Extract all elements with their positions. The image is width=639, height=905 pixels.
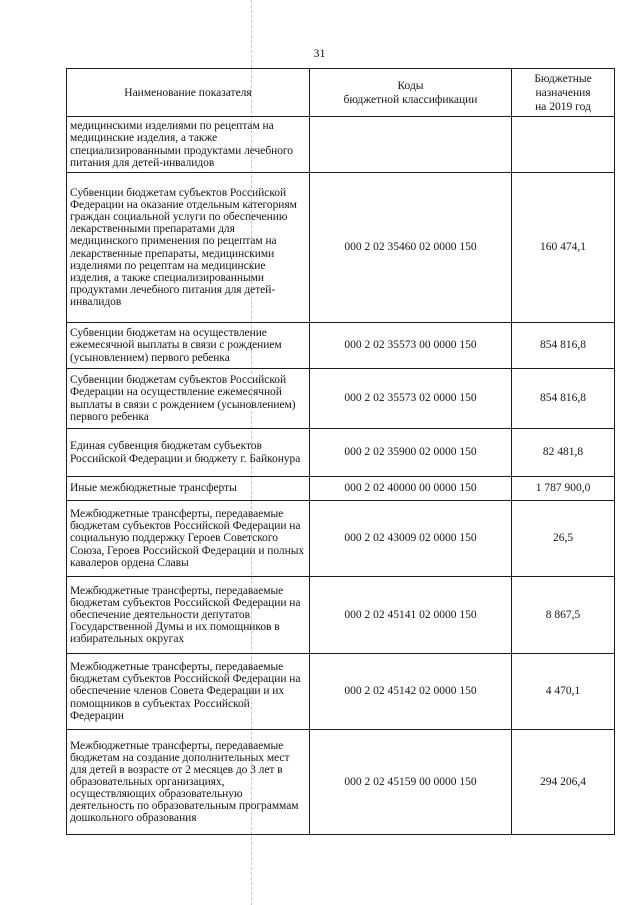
header-amount-line3: на 2019 год <box>535 100 591 113</box>
budget-table <box>66 68 615 835</box>
header-amount-line1: Бюджетные <box>534 72 592 85</box>
row-code: 000 2 02 35573 02 0000 150 <box>310 369 512 429</box>
row-name: Субвенции бюджетам субъектов Российской Федерации на осуществление ежемесячной выплаты в связи с рождением (усыновлением) первого ребенка <box>67 369 310 429</box>
row-amount: 26,5 <box>512 501 615 577</box>
row-name: медицинскими изделиями по рецептам на медицинские изделия, а также специализированными продуктами лечебного питания для детей-инвалидов <box>67 117 310 173</box>
header-codes-line1: Коды <box>397 79 424 92</box>
table-row <box>67 173 615 323</box>
row-code: 000 2 02 35573 00 0000 150 <box>310 323 512 369</box>
row-code: 000 2 02 35460 02 0000 150 <box>310 173 512 323</box>
row-amount: 4 470,1 <box>512 654 615 730</box>
row-amount: 160 474,1 <box>512 173 615 323</box>
table-row <box>67 323 615 369</box>
table-row <box>67 429 615 477</box>
scan-fold-line <box>251 0 252 905</box>
row-code: 000 2 02 40000 00 0000 150 <box>310 477 512 501</box>
row-amount: 82 481,8 <box>512 429 615 477</box>
table-header-row <box>67 69 615 117</box>
row-name: Межбюджетные трансферты, передаваемые бюджетам на создание дополнительных мест для детей в возрасте от 2 месяцев до 3 лет в образовательных организациях, осуществляющих образовательную деятельность по образовательным программам дошкольного образования <box>67 730 310 835</box>
row-amount: 294 206,4 <box>512 730 615 835</box>
row-code: 000 2 02 43009 02 0000 150 <box>310 501 512 577</box>
table-row <box>67 730 615 835</box>
row-code <box>310 117 512 173</box>
row-amount: 854 816,8 <box>512 369 615 429</box>
table-row <box>67 369 615 429</box>
table-row <box>67 501 615 577</box>
row-name: Межбюджетные трансферты, передаваемые бюджетам субъектов Российской Федерации на социальную поддержку Героев Советского Союза, Героев Российской Федерации и полных кавалеров ордена Славы <box>67 501 310 577</box>
row-name: Межбюджетные трансферты, передаваемые бюджетам субъектов Российской Федерации на обеспечение деятельности депутатов Государственной Думы и их помощников в избирательных округах <box>67 577 310 654</box>
header-codes-line2: бюджетной классификации <box>343 93 478 106</box>
row-name: Иные межбюджетные трансферты <box>67 477 310 501</box>
header-budget-allocations <box>512 69 615 117</box>
row-code: 000 2 02 35900 02 0000 150 <box>310 429 512 477</box>
row-code: 000 2 02 45159 00 0000 150 <box>310 730 512 835</box>
row-name: Межбюджетные трансферты, передаваемые бюджетам субъектов Российской Федерации на обеспечение членов Совета Федерации и их помощников в субъектах Российской Федерации <box>67 654 310 730</box>
row-code: 000 2 02 45141 02 0000 150 <box>310 577 512 654</box>
header-amount-line2: назначения <box>535 86 591 99</box>
header-indicator-name: Наименование показателя <box>67 69 310 117</box>
row-name: Единая субвенция бюджетам субъектов Российской Федерации и бюджету г. Байконура <box>67 429 310 477</box>
row-amount: 1 787 900,0 <box>512 477 615 501</box>
row-amount: 854 816,8 <box>512 323 615 369</box>
row-name: Субвенции бюджетам на осуществление ежемесячной выплаты в связи с рождением (усыновлением) первого ребенка <box>67 323 310 369</box>
table-row <box>67 477 615 501</box>
header-classification-codes <box>310 69 512 117</box>
row-amount: 8 867,5 <box>512 577 615 654</box>
row-code: 000 2 02 45142 02 0000 150 <box>310 654 512 730</box>
page-number: 31 <box>313 46 326 60</box>
table-row <box>67 654 615 730</box>
table-row <box>67 577 615 654</box>
row-amount <box>512 117 615 173</box>
row-name: Субвенции бюджетам субъектов Российской Федерации на оказание отдельным категориям граждан социальной услуги по обеспечению лекарственными препаратами для медицинского применения по рецептам на лекарственные препараты, медицинскими изделиями по рецептам на медицинские изделия, а также специализированными продуктами лечебного питания для детей-инвалидов <box>67 173 310 323</box>
table-row <box>67 117 615 173</box>
